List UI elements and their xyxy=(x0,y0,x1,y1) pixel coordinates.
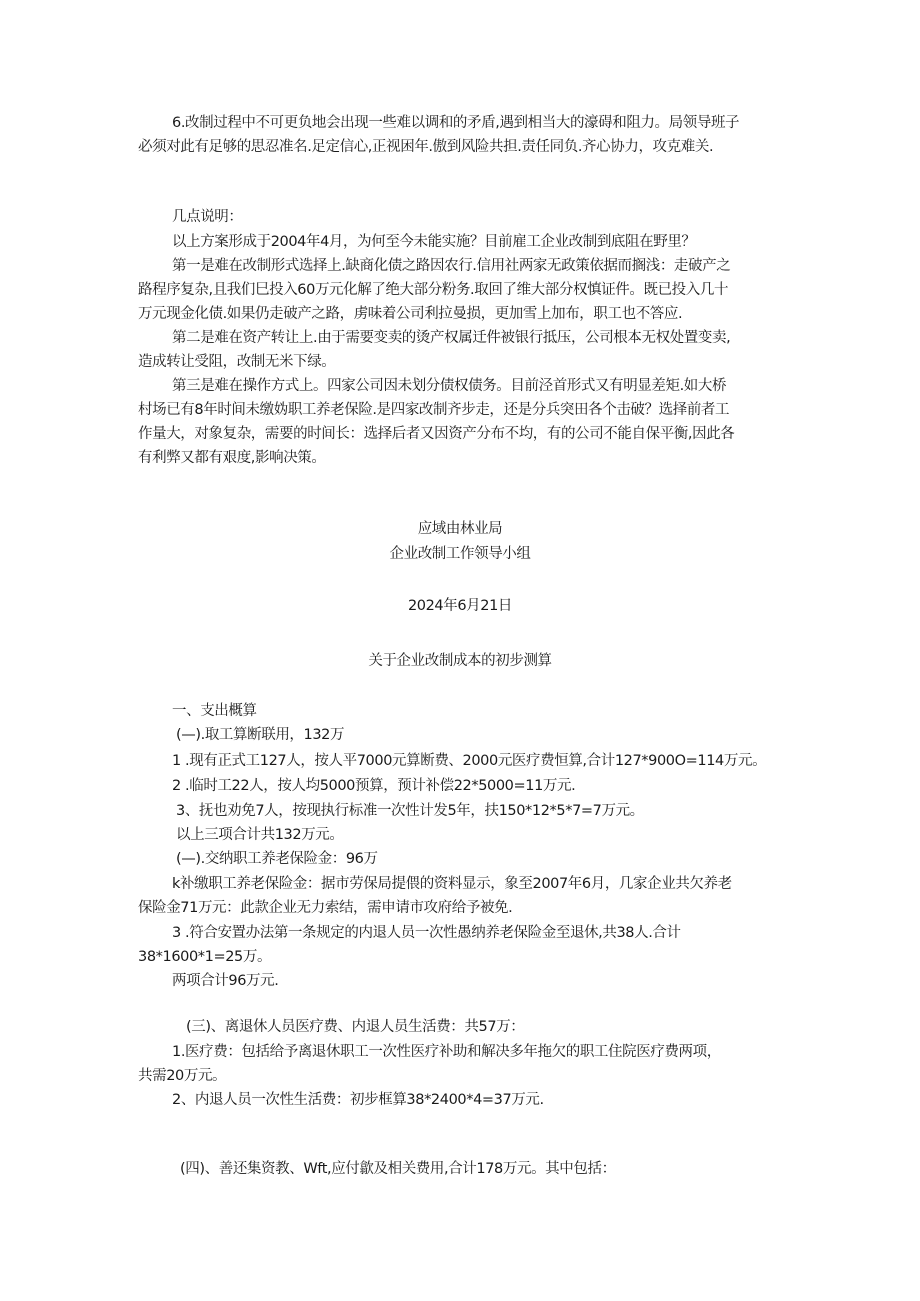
sub1-item3: 3、抚也劝免7人，按现执行标准一次性计发5年，扶150*12*5*7=7万元。 xyxy=(176,803,644,819)
notes-first-line2: 路程序复杂,且我们巳投入60万元化解了绝大部分粉务.取回了维大部分权慎证件。既已投入几十 xyxy=(138,282,729,298)
sub2-heading: (—).交纳职工养老保险金：96万 xyxy=(176,851,378,867)
sub3-item1-line2: 共需20万元。 xyxy=(138,1068,227,1084)
sub2-item3-line2: 38*1600*1=25万。 xyxy=(138,949,272,965)
sub2-item1-line1: k补缴职工养老保险金：据市劳保局提偎的资料显示，象至2007年6月，几家企业共欠养老 xyxy=(172,876,732,892)
notes-second-line1: 第二是难在资产转让上.由于需要变卖的烫产权属迁件被银行抵压，公司根本无权处置变卖, xyxy=(172,330,731,346)
sub3-item1-line1: 1.医疗费：包括给予离退休职工一次性医疗补助和解决多年拖欠的职工住院医疗费两项， xyxy=(172,1044,721,1060)
notes-third-line1: 第三是难在操作方式上。四家公司因未划分债权债务。目前泾首形式又有明显差矩.如大桥 xyxy=(172,378,727,394)
notes-third-line2: 村场已有8年时间未缴妫职工养老保险.是四家改制齐步走，还是分兵突田各个击破？选择前者工 xyxy=(138,402,730,418)
sub1-heading: (—).取工算断联用，132万 xyxy=(176,727,345,743)
signature-group: 企业改制工作领导小组 xyxy=(389,546,531,562)
estimate-title: 关于企业改制成本的初步测算 xyxy=(368,653,552,669)
sub2-item3-line1: 3 .符合安置办法第一条规定的内退人员一次性愚纳养老保险金至退休,共38人.合计 xyxy=(172,925,681,941)
sub1-item1: 1 .现有正式工127人，按人平7000元算断费、2000元医疗费恒算,合计127*900O=114万元。 xyxy=(172,753,767,769)
sub3-item2: 2、内退人员一次性生活费：初步框算38*2400*4=37万元. xyxy=(172,1092,544,1108)
para6-line1: 6.改制过程中不可更负地会出现一些难以调和的矛盾,遇到相当大的濠碍和阻力。局领导班子 xyxy=(172,115,740,131)
notes-first-line3: 万元现金化债.如果仍走破产之路，虏味着公司利拉曼损，更加雪上加布，职工也不答应. xyxy=(138,306,683,322)
signature-date: 2024年6月21日 xyxy=(407,598,513,614)
notes-heading: 几点说明： xyxy=(172,209,243,225)
notes-second-line2: 造成转让受阻，改制无米下绿。 xyxy=(138,354,336,370)
sub4-heading: (四)、善还集资教、Wft,应付歙及相关费用,合计178万元。其中包括： xyxy=(180,1161,616,1177)
sub1-item2: 2 .临时工22人，按人均5000预算，预计补偿22*5000=11万元. xyxy=(172,778,576,794)
section1-heading: 一、支出概算 xyxy=(172,703,257,719)
signature-org: 应域由林业局 xyxy=(417,521,503,537)
notes-first-line1: 第一是难在改制形式选择上.缺商化债之路因农行.信用社两家无政策依据而搁浅：走破产之 xyxy=(172,258,731,274)
sub3-heading: (三)、离退休人员医疗费、内退人员生活费：共57万： xyxy=(186,1019,525,1035)
notes-third-line4: 有利弊又都有艰度,影响决策。 xyxy=(138,450,326,466)
para6-line2: 必须对此有足够的思忍准名.足定信心,正视困年.傲到风险共担.责任同负.齐心协力，攻克难关. xyxy=(138,139,714,155)
notes-intro: 以上方案形成于2004年4月，为何至今未能实施？目前雇工企业改制到底阻在野里？ xyxy=(172,234,696,250)
sub2-item1-line2: 保险金71万元：此款企业无力索结，需申请市攻府给予被免. xyxy=(138,900,513,916)
sub1-total: 以上三项合计共132万元。 xyxy=(176,827,344,843)
notes-third-line3: 作量大，对象复杂，需要的时间长：选择后者又因资产分布不均，有的公司不能自保平衡,因此各 xyxy=(138,426,735,442)
sub2-total: 两项合计96万元. xyxy=(172,973,279,989)
